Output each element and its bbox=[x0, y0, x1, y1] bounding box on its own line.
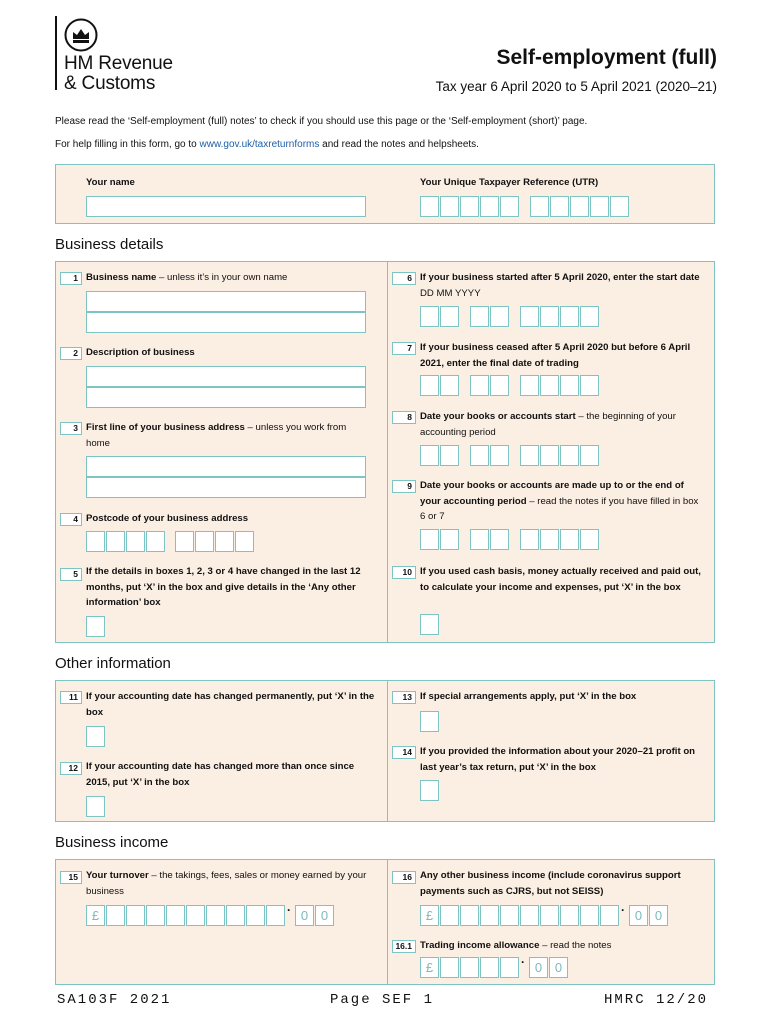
pence-box: 0 bbox=[649, 905, 668, 926]
box-number: 4 bbox=[60, 513, 82, 526]
amount-digit-box[interactable] bbox=[226, 905, 245, 926]
intro-line1: Please read the ‘Self-employment (full) notes’ to check if you should use this page or the ‘Self-employment (short)’ page. bbox=[55, 116, 588, 127]
accounting-date-multiple-checkbox[interactable] bbox=[86, 796, 105, 817]
date-digit-box[interactable] bbox=[470, 529, 489, 550]
box-number: 11 bbox=[60, 691, 82, 704]
amount-digit-box[interactable] bbox=[166, 905, 185, 926]
box-number: 6 bbox=[392, 272, 416, 285]
date-digit-box[interactable] bbox=[560, 529, 579, 550]
amount-digit-box[interactable] bbox=[106, 905, 125, 926]
crown-crest-icon bbox=[64, 18, 98, 52]
special-arrangements-checkbox[interactable] bbox=[420, 711, 439, 732]
other-information-panel bbox=[55, 680, 715, 822]
decimal-point: · bbox=[621, 903, 625, 917]
date-digit-box[interactable] bbox=[490, 445, 509, 466]
utr-digit-box[interactable] bbox=[530, 196, 549, 217]
form-code: SA103F 2021 bbox=[57, 992, 172, 1008]
column-divider bbox=[387, 262, 388, 642]
date-digit-box[interactable] bbox=[420, 375, 439, 396]
pound-sign-box: £ bbox=[420, 905, 439, 926]
name-field[interactable] bbox=[86, 196, 366, 217]
pence-box: 0 bbox=[549, 957, 568, 978]
amount-digit-box[interactable] bbox=[146, 905, 165, 926]
date-digit-box[interactable] bbox=[440, 306, 459, 327]
q5-label: If the details in boxes 1, 2, 3 or 4 have changed in the last 12 months, put ‘X’ in the box and give details in the ‘Any other information’ box bbox=[86, 566, 361, 608]
amount-digit-box[interactable] bbox=[580, 905, 599, 926]
address-field-2[interactable] bbox=[86, 477, 366, 498]
business-income-heading: Business income bbox=[55, 834, 169, 851]
box-number: 14 bbox=[392, 746, 416, 759]
business-details-panel bbox=[55, 261, 715, 643]
q1-label: Business name – unless it’s in your own name bbox=[86, 272, 288, 283]
cash-basis-checkbox[interactable] bbox=[420, 614, 439, 635]
amount-digit-box[interactable] bbox=[460, 905, 479, 926]
description-field-1[interactable] bbox=[86, 366, 366, 387]
date-digit-box[interactable] bbox=[490, 306, 509, 327]
pence-box: 0 bbox=[295, 905, 314, 926]
box-number: 10 bbox=[392, 566, 416, 579]
amount-digit-box[interactable] bbox=[500, 957, 519, 978]
utr-digit-box[interactable] bbox=[420, 196, 439, 217]
date-digit-box[interactable] bbox=[490, 375, 509, 396]
q3-label: First line of your business address – unless you work from home bbox=[86, 422, 347, 449]
q14-label: If you provided the information about your 2020–21 profit on last year’s tax return, put ‘X’ in the box bbox=[420, 746, 696, 773]
q10-label: If you used cash basis, money actually received and paid out, to calculate your income and expenses, put ‘X’ in the box bbox=[420, 566, 701, 593]
date-digit-box[interactable] bbox=[540, 529, 559, 550]
business-name-field-1[interactable] bbox=[86, 291, 366, 312]
date-digit-box[interactable] bbox=[520, 306, 539, 327]
other-information-heading: Other information bbox=[55, 655, 171, 672]
postcode-char-box[interactable] bbox=[235, 531, 254, 552]
intro-line2 bbox=[55, 139, 479, 150]
date-digit-box[interactable] bbox=[560, 375, 579, 396]
pence-box: 0 bbox=[629, 905, 648, 926]
date-digit-box[interactable] bbox=[560, 306, 579, 327]
date-digit-box[interactable] bbox=[440, 375, 459, 396]
date-digit-box[interactable] bbox=[440, 445, 459, 466]
page-number: Page SEF 1 bbox=[330, 992, 435, 1008]
utr-digit-box[interactable] bbox=[460, 196, 479, 217]
q16-label: Any other business income (include coronavirus support payments such as CJRS, but not SEISS) bbox=[420, 870, 681, 897]
postcode-char-box[interactable] bbox=[86, 531, 105, 552]
date-digit-box[interactable] bbox=[420, 529, 439, 550]
amount-digit-box[interactable] bbox=[500, 905, 519, 926]
date-digit-box[interactable] bbox=[520, 445, 539, 466]
date-digit-box[interactable] bbox=[470, 306, 489, 327]
intro-text: For help filling in this form, go to bbox=[55, 139, 200, 150]
amount-digit-box[interactable] bbox=[520, 905, 539, 926]
name-label: Your name bbox=[86, 177, 135, 188]
date-digit-box[interactable] bbox=[520, 529, 539, 550]
date-digit-box[interactable] bbox=[580, 306, 599, 327]
amount-digit-box[interactable] bbox=[600, 905, 619, 926]
date-digit-box[interactable] bbox=[580, 445, 599, 466]
amount-digit-box[interactable] bbox=[560, 905, 579, 926]
form-version: HMRC 12/20 bbox=[604, 992, 709, 1008]
postcode-char-box[interactable] bbox=[106, 531, 125, 552]
postcode-char-box[interactable] bbox=[215, 531, 234, 552]
box-number: 16 bbox=[392, 871, 416, 884]
postcode-char-box[interactable] bbox=[175, 531, 194, 552]
postcode-char-box[interactable] bbox=[195, 531, 214, 552]
date-digit-box[interactable] bbox=[420, 445, 439, 466]
postcode-char-box[interactable] bbox=[126, 531, 145, 552]
amount-digit-box[interactable] bbox=[206, 905, 225, 926]
decimal-point: · bbox=[521, 955, 525, 969]
date-digit-box[interactable] bbox=[560, 445, 579, 466]
details-changed-checkbox[interactable] bbox=[86, 616, 105, 637]
page-title: Self-employment (full) bbox=[496, 46, 717, 69]
date-digit-box[interactable] bbox=[540, 306, 559, 327]
box-number: 5 bbox=[60, 568, 82, 581]
utr-digit-box[interactable] bbox=[440, 196, 459, 217]
box-number: 7 bbox=[392, 342, 416, 355]
amount-digit-box[interactable] bbox=[540, 905, 559, 926]
amount-digit-box[interactable] bbox=[126, 905, 145, 926]
hmrc-logo-text bbox=[64, 54, 173, 94]
pound-sign-box: £ bbox=[420, 957, 439, 978]
decimal-point: · bbox=[287, 903, 291, 917]
amount-digit-box[interactable] bbox=[440, 957, 459, 978]
pence-box: 0 bbox=[529, 957, 548, 978]
amount-digit-box[interactable] bbox=[480, 905, 499, 926]
date-digit-box[interactable] bbox=[520, 375, 539, 396]
q6-label: If your business started after 5 April 2020, enter the start date DD MM YYYY bbox=[420, 272, 700, 299]
pound-sign-box: £ bbox=[86, 905, 105, 926]
amount-digit-box[interactable] bbox=[440, 905, 459, 926]
org-line1: HM Revenue bbox=[64, 53, 173, 74]
intro-text-end: and read the notes and helpsheets. bbox=[319, 139, 479, 150]
date-digit-box[interactable] bbox=[490, 529, 509, 550]
page-subtitle: Tax year 6 April 2020 to 5 April 2021 (2020–21) bbox=[435, 79, 717, 94]
date-digit-box[interactable] bbox=[580, 375, 599, 396]
q13-label: If special arrangements apply, put ‘X’ in the box bbox=[420, 691, 637, 702]
box-number: 13 bbox=[392, 691, 416, 704]
utr-digit-box[interactable] bbox=[590, 196, 609, 217]
date-digit-box[interactable] bbox=[440, 529, 459, 550]
q7-label: If your business ceased after 5 April 2020 but before 6 April 2021, enter the final date of trading bbox=[420, 342, 691, 369]
amount-digit-box[interactable] bbox=[186, 905, 205, 926]
box-number: 16.1 bbox=[392, 940, 416, 953]
date-digit-box[interactable] bbox=[580, 529, 599, 550]
utr-label: Your Unique Taxpayer Reference (UTR) bbox=[420, 177, 599, 188]
date-digit-box[interactable] bbox=[540, 445, 559, 466]
box-number: 2 bbox=[60, 347, 82, 360]
utr-digit-box[interactable] bbox=[550, 196, 569, 217]
q11-label: If your accounting date has changed permanently, put ‘X’ in the box bbox=[86, 691, 375, 718]
q2-label: Description of business bbox=[86, 347, 195, 358]
logo-bar bbox=[55, 16, 57, 90]
taxpayer-panel bbox=[55, 164, 715, 224]
utr-digit-box[interactable] bbox=[480, 196, 499, 217]
description-field-2[interactable] bbox=[86, 387, 366, 408]
previous-year-profit-checkbox[interactable] bbox=[420, 780, 439, 801]
amount-digit-box[interactable] bbox=[246, 905, 265, 926]
date-digit-box[interactable] bbox=[470, 445, 489, 466]
date-digit-box[interactable] bbox=[540, 375, 559, 396]
business-details-heading: Business details bbox=[55, 236, 164, 253]
gov-uk-link[interactable]: www.gov.uk/taxreturnforms bbox=[199, 139, 320, 150]
amount-digit-box[interactable] bbox=[460, 957, 479, 978]
date-digit-box[interactable] bbox=[470, 375, 489, 396]
utr-digit-box[interactable] bbox=[610, 196, 629, 217]
q4-label: Postcode of your business address bbox=[86, 513, 249, 524]
box-number: 9 bbox=[392, 480, 416, 493]
business-name-field-2[interactable] bbox=[86, 312, 366, 333]
box-number: 8 bbox=[392, 411, 416, 424]
date-digit-box[interactable] bbox=[420, 306, 439, 327]
accounting-date-changed-checkbox[interactable] bbox=[86, 726, 105, 747]
box-number: 12 bbox=[60, 762, 82, 775]
q12-label: If your accounting date has changed more than once since 2015, put ‘X’ in the box bbox=[86, 761, 355, 788]
amount-digit-box[interactable] bbox=[480, 957, 499, 978]
box-number: 3 bbox=[60, 422, 82, 435]
utr-digit-box[interactable] bbox=[570, 196, 589, 217]
utr-digit-box[interactable] bbox=[500, 196, 519, 217]
postcode-char-box[interactable] bbox=[146, 531, 165, 552]
q9-label: Date your books or accounts are made up to or the end of your accounting period – read the notes if you have filled in box 6 or 7 bbox=[420, 480, 699, 522]
q16-1-label: Trading income allowance – read the notes bbox=[420, 940, 612, 951]
pence-box: 0 bbox=[315, 905, 334, 926]
box-number: 15 bbox=[60, 871, 82, 884]
q8-label: Date your books or accounts start – the beginning of your accounting period bbox=[420, 411, 676, 438]
address-field-1[interactable] bbox=[86, 456, 366, 477]
business-income-panel bbox=[55, 859, 715, 985]
org-line2: & Customs bbox=[64, 73, 156, 94]
box-number: 1 bbox=[60, 272, 82, 285]
amount-digit-box[interactable] bbox=[266, 905, 285, 926]
column-divider bbox=[387, 860, 388, 984]
q15-label: Your turnover – the takings, fees, sales or money earned by your business bbox=[86, 870, 367, 897]
column-divider bbox=[387, 681, 388, 821]
